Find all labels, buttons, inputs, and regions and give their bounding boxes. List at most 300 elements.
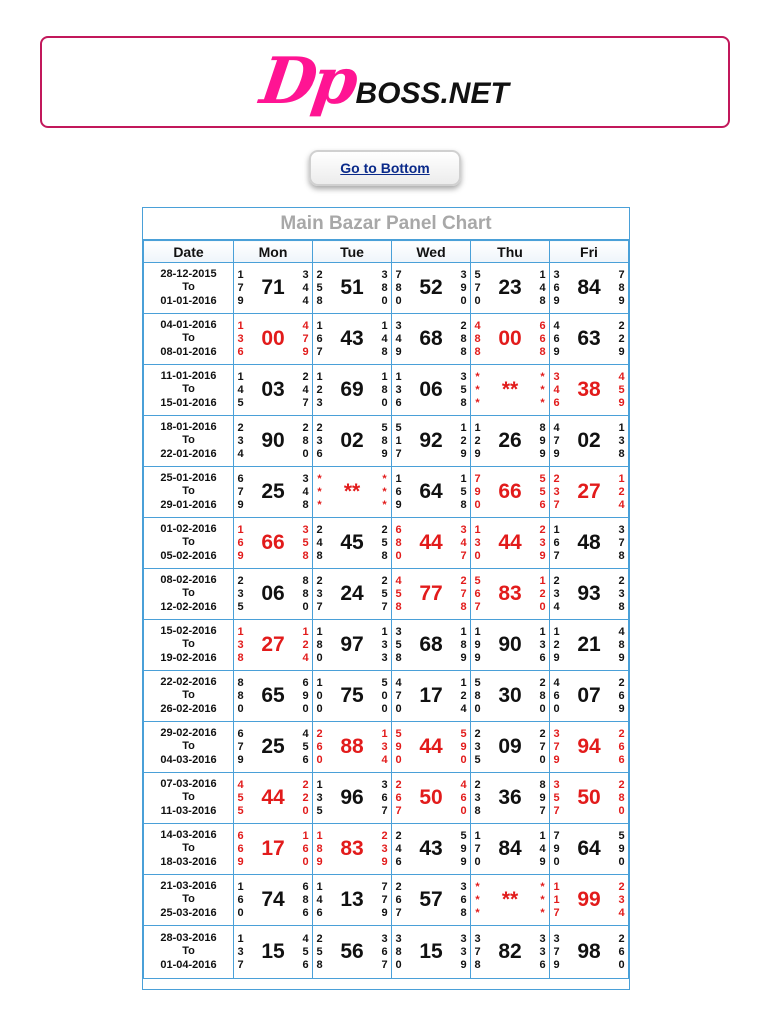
date-line: 04-01-2016 [160, 318, 217, 331]
table-row [144, 773, 629, 824]
jodi-number: 48 [577, 531, 601, 554]
close-panel-digits: 1 3 3 [381, 625, 388, 664]
jodi-number: 26 [498, 429, 522, 452]
column-header-tue: Tue [313, 241, 392, 263]
close-panel-digits: 3 6 7 [381, 778, 388, 817]
panel-cell-thu [471, 314, 550, 365]
logo-dp-text: Dp [255, 44, 359, 119]
panel-cell-tue [313, 875, 392, 926]
jodi-number: 77 [419, 582, 443, 605]
date-line: 11-01-2016 [160, 369, 217, 382]
close-panel-digits: 1 3 4 [381, 727, 388, 766]
close-panel-digits: 2 2 0 [302, 778, 309, 817]
table-row [144, 314, 629, 365]
close-panel-digits: 8 8 0 [302, 574, 309, 613]
open-panel-digits: 1 6 0 [237, 880, 244, 919]
panel-cell-fri [550, 671, 629, 722]
date-line: To [182, 281, 195, 294]
close-panel-digits: 1 3 6 [539, 625, 546, 664]
jodi-number: 68 [419, 327, 443, 350]
jodi-number: 15 [261, 940, 285, 963]
date-cell [144, 365, 234, 416]
panel-cell-wed [392, 467, 471, 518]
panel-cell-wed [392, 773, 471, 824]
jodi-number: 66 [261, 531, 285, 554]
panel-cell-tue [313, 416, 392, 467]
close-panel-digits: 1 2 0 [539, 574, 546, 613]
panel-cell-mon [234, 416, 313, 467]
jodi-number: 38 [577, 378, 601, 401]
jodi-number: 06 [261, 582, 285, 605]
panel-cell-wed [392, 365, 471, 416]
close-panel-digits: 4 7 9 [302, 319, 309, 358]
close-panel-digits: 3 3 9 [460, 932, 467, 971]
panel-cell-tue [313, 365, 392, 416]
jodi-number: 50 [419, 786, 443, 809]
table-row [144, 875, 629, 926]
panel-cell-tue [313, 824, 392, 875]
panel-cell-thu [471, 569, 550, 620]
panel-chart-table [143, 240, 629, 979]
close-panel-digits: 3 4 7 [460, 523, 467, 562]
panel-cell-fri [550, 263, 629, 314]
date-line: 29-02-2016 [160, 726, 217, 739]
close-panel-digits: 1 4 9 [539, 829, 546, 868]
open-panel-digits: 5 9 0 [395, 727, 402, 766]
panel-cell-fri [550, 314, 629, 365]
close-panel-digits: 2 4 7 [302, 370, 309, 409]
date-line: To [182, 332, 195, 345]
open-panel-digits: 1 3 6 [395, 370, 402, 409]
open-panel-digits: 3 4 6 [553, 370, 560, 409]
jodi-number: 50 [577, 786, 601, 809]
close-panel-digits: 8 9 9 [539, 421, 546, 460]
open-panel-digits: 3 7 8 [474, 932, 481, 971]
date-cell [144, 773, 234, 824]
jodi-number: 94 [577, 735, 601, 758]
go-to-bottom-button[interactable] [309, 150, 461, 186]
jodi-number: 84 [577, 276, 601, 299]
close-panel-digits: 3 6 7 [381, 932, 388, 971]
close-panel-digits: * * * [382, 472, 387, 511]
panel-cell-thu [471, 263, 550, 314]
date-cell [144, 875, 234, 926]
date-line: To [182, 893, 195, 906]
panel-cell-mon [234, 365, 313, 416]
open-panel-digits: 3 6 9 [553, 268, 560, 307]
close-panel-digits: 5 9 0 [460, 727, 467, 766]
close-panel-digits: 2 6 6 [618, 727, 625, 766]
table-row [144, 518, 629, 569]
site-logo[interactable] [255, 44, 509, 119]
table-row [144, 824, 629, 875]
panel-cell-tue [313, 314, 392, 365]
close-panel-digits: 3 4 4 [302, 268, 309, 307]
date-line: 12-02-2016 [160, 600, 217, 613]
close-panel-digits: 2 3 4 [618, 880, 625, 919]
close-panel-digits: 1 3 8 [618, 421, 625, 460]
panel-cell-thu [471, 671, 550, 722]
date-line: 26-02-2016 [160, 702, 217, 715]
date-cell [144, 314, 234, 365]
close-panel-digits: * * * [540, 370, 545, 409]
table-row [144, 569, 629, 620]
open-panel-digits: 2 3 7 [553, 472, 560, 511]
jodi-number: 88 [340, 735, 364, 758]
panel-cell-fri [550, 620, 629, 671]
panel-cell-wed [392, 620, 471, 671]
panel-cell-thu [471, 620, 550, 671]
open-panel-digits: 2 4 8 [316, 523, 323, 562]
close-panel-digits: 4 5 9 [618, 370, 625, 409]
open-panel-digits: 4 7 9 [553, 421, 560, 460]
open-panel-digits: * * * [317, 472, 322, 511]
column-header-mon: Mon [234, 241, 313, 263]
open-panel-digits: 2 4 6 [395, 829, 402, 868]
jodi-number: 17 [261, 837, 285, 860]
jodi-number: 21 [577, 633, 601, 656]
close-panel-digits: 1 2 9 [460, 421, 467, 460]
close-panel-digits: 1 2 4 [302, 625, 309, 664]
open-panel-digits: 5 6 7 [474, 574, 481, 613]
close-panel-digits: 2 3 8 [618, 574, 625, 613]
open-panel-digits: 8 8 0 [237, 676, 244, 715]
open-panel-digits: 2 3 8 [474, 778, 481, 817]
open-panel-digits: 2 5 8 [316, 268, 323, 307]
open-panel-digits: * * * [475, 370, 480, 409]
jodi-number: 17 [419, 684, 443, 707]
open-panel-digits: 2 6 0 [316, 727, 323, 766]
date-cell [144, 518, 234, 569]
close-panel-digits: 2 8 0 [618, 778, 625, 817]
panel-cell-fri [550, 467, 629, 518]
jodi-number: 51 [340, 276, 364, 299]
date-cell [144, 722, 234, 773]
jodi-number: 00 [261, 327, 285, 350]
panel-cell-thu [471, 365, 550, 416]
close-panel-digits: 7 7 9 [381, 880, 388, 919]
close-panel-digits: 1 4 8 [539, 268, 546, 307]
date-cell [144, 620, 234, 671]
open-panel-digits: 1 6 7 [316, 319, 323, 358]
jodi-number: 56 [340, 940, 364, 963]
open-panel-digits: 2 3 4 [237, 421, 244, 460]
open-panel-digits: 1 7 0 [474, 829, 481, 868]
close-panel-digits: 2 2 9 [618, 319, 625, 358]
jodi-number: 97 [340, 633, 364, 656]
close-panel-digits: 3 5 8 [460, 370, 467, 409]
close-panel-digits: 1 8 9 [460, 625, 467, 664]
close-panel-digits: 3 4 8 [302, 472, 309, 511]
panel-cell-fri [550, 875, 629, 926]
panel-cell-fri [550, 824, 629, 875]
table-row [144, 926, 629, 979]
open-panel-digits: 1 8 9 [316, 829, 323, 868]
date-line: 25-03-2016 [160, 906, 217, 919]
open-panel-digits: 2 3 5 [474, 727, 481, 766]
panel-cell-wed [392, 671, 471, 722]
close-panel-digits: 6 6 8 [539, 319, 546, 358]
close-panel-digits: 1 2 4 [460, 676, 467, 715]
open-panel-digits: * * * [475, 880, 480, 919]
date-line: 14-03-2016 [160, 828, 217, 841]
date-line: 25-01-2016 [160, 471, 217, 484]
open-panel-digits: 2 6 7 [395, 880, 402, 919]
date-line: 08-02-2016 [160, 573, 217, 586]
date-line: 08-01-2016 [160, 345, 217, 358]
logo-boss-text: BOSS.NET [355, 77, 509, 110]
jodi-number: 02 [340, 429, 364, 452]
panel-cell-thu [471, 824, 550, 875]
jodi-number: 74 [261, 888, 285, 911]
date-line: 15-01-2016 [160, 396, 217, 409]
panel-cell-wed [392, 926, 471, 979]
date-line: To [182, 740, 195, 753]
open-panel-digits: 4 7 0 [395, 676, 402, 715]
close-panel-digits: 6 9 0 [302, 676, 309, 715]
site-header [40, 36, 730, 128]
panel-cell-mon [234, 314, 313, 365]
jodi-number: 00 [498, 327, 522, 350]
jodi-number: 25 [261, 480, 285, 503]
panel-cell-fri [550, 773, 629, 824]
jodi-number: 07 [577, 684, 601, 707]
open-panel-digits: 7 9 0 [553, 829, 560, 868]
close-panel-digits: 5 9 0 [618, 829, 625, 868]
date-line: 05-02-2016 [160, 549, 217, 562]
open-panel-digits: 1 6 9 [237, 523, 244, 562]
panel-cell-thu [471, 875, 550, 926]
date-line: To [182, 536, 195, 549]
date-line: To [182, 485, 195, 498]
panel-cell-tue [313, 263, 392, 314]
date-cell [144, 569, 234, 620]
open-panel-digits: 1 3 6 [237, 319, 244, 358]
date-line: 04-03-2016 [160, 753, 217, 766]
close-panel-digits: 2 3 9 [381, 829, 388, 868]
jodi-number: 02 [577, 429, 601, 452]
table-row [144, 620, 629, 671]
open-panel-digits: 5 1 7 [395, 421, 402, 460]
open-panel-digits: 6 7 9 [237, 727, 244, 766]
jodi-number: 71 [261, 276, 285, 299]
open-panel-digits: 1 2 9 [553, 625, 560, 664]
panel-cell-mon [234, 875, 313, 926]
close-panel-digits: 4 8 9 [618, 625, 625, 664]
jodi-number: 03 [261, 378, 285, 401]
table-header-row [144, 241, 629, 263]
open-panel-digits: 1 2 9 [474, 421, 481, 460]
column-header-fri: Fri [550, 241, 629, 263]
jodi-number: 66 [498, 480, 522, 503]
column-header-thu: Thu [471, 241, 550, 263]
jodi-number: 44 [419, 735, 443, 758]
panel-chart [142, 207, 630, 990]
jodi-number: 63 [577, 327, 601, 350]
panel-cell-wed [392, 263, 471, 314]
open-panel-digits: 6 8 0 [395, 523, 402, 562]
open-panel-digits: 1 1 7 [553, 880, 560, 919]
panel-cell-wed [392, 518, 471, 569]
panel-cell-thu [471, 926, 550, 979]
date-line: To [182, 842, 195, 855]
jodi-number: 27 [261, 633, 285, 656]
open-panel-digits: 1 6 9 [395, 472, 402, 511]
open-panel-digits: 1 4 5 [237, 370, 244, 409]
open-panel-digits: 2 5 8 [316, 932, 323, 971]
open-panel-digits: 4 5 5 [237, 778, 244, 817]
close-panel-digits: 3 5 8 [302, 523, 309, 562]
close-panel-digits: 4 5 6 [302, 727, 309, 766]
jodi-number: ** [501, 888, 519, 911]
jodi-number: 83 [498, 582, 522, 605]
table-row [144, 722, 629, 773]
open-panel-digits: 7 9 0 [474, 472, 481, 511]
jodi-number: 06 [419, 378, 443, 401]
panel-cell-fri [550, 569, 629, 620]
open-panel-digits: 3 5 8 [395, 625, 402, 664]
close-panel-digits: 5 9 9 [460, 829, 467, 868]
panel-cell-tue [313, 569, 392, 620]
close-panel-digits: 3 6 8 [460, 880, 467, 919]
jodi-number: 24 [340, 582, 364, 605]
panel-cell-mon [234, 518, 313, 569]
open-panel-digits: 1 4 6 [316, 880, 323, 919]
date-line: To [182, 638, 195, 651]
panel-cell-mon [234, 773, 313, 824]
date-cell [144, 824, 234, 875]
table-row [144, 467, 629, 518]
open-panel-digits: 1 2 3 [316, 370, 323, 409]
jodi-number: 45 [340, 531, 364, 554]
close-panel-digits: 2 3 9 [539, 523, 546, 562]
date-line: To [182, 434, 195, 447]
jodi-number: 92 [419, 429, 443, 452]
table-row [144, 671, 629, 722]
date-line: 18-03-2016 [160, 855, 217, 868]
jodi-number: 90 [498, 633, 522, 656]
open-panel-digits: 1 3 8 [237, 625, 244, 664]
jodi-number: 43 [419, 837, 443, 860]
panel-cell-mon [234, 620, 313, 671]
date-cell [144, 416, 234, 467]
jodi-number: 64 [419, 480, 443, 503]
open-panel-digits: 1 3 5 [316, 778, 323, 817]
jodi-number: 83 [340, 837, 364, 860]
jodi-number: 65 [261, 684, 285, 707]
jodi-number: 44 [419, 531, 443, 554]
open-panel-digits: 1 7 9 [237, 268, 244, 307]
close-panel-digits: 5 0 0 [381, 676, 388, 715]
close-panel-digits: 4 5 6 [302, 932, 309, 971]
date-cell [144, 926, 234, 979]
close-panel-digits: 3 3 6 [539, 932, 546, 971]
open-panel-digits: 3 7 9 [553, 727, 560, 766]
jodi-number: 09 [498, 735, 522, 758]
jodi-number: 23 [498, 276, 522, 299]
close-panel-digits: * * * [540, 880, 545, 919]
panel-cell-wed [392, 416, 471, 467]
open-panel-digits: 2 6 7 [395, 778, 402, 817]
date-line: To [182, 945, 195, 958]
jodi-number: 75 [340, 684, 364, 707]
open-panel-digits: 5 8 0 [474, 676, 481, 715]
jodi-number: 15 [419, 940, 443, 963]
jodi-number: 52 [419, 276, 443, 299]
panel-cell-tue [313, 467, 392, 518]
jodi-number: 93 [577, 582, 601, 605]
panel-cell-mon [234, 467, 313, 518]
panel-cell-wed [392, 569, 471, 620]
panel-cell-fri [550, 518, 629, 569]
date-cell [144, 671, 234, 722]
panel-cell-wed [392, 722, 471, 773]
jodi-number: 13 [340, 888, 364, 911]
panel-cell-fri [550, 926, 629, 979]
open-panel-digits: 6 6 9 [237, 829, 244, 868]
close-panel-digits: 2 6 9 [618, 676, 625, 715]
jodi-number: 90 [261, 429, 285, 452]
close-panel-digits: 5 8 9 [381, 421, 388, 460]
date-cell [144, 263, 234, 314]
close-panel-digits: 5 5 6 [539, 472, 546, 511]
panel-cell-thu [471, 416, 550, 467]
panel-cell-mon [234, 671, 313, 722]
table-row [144, 365, 629, 416]
close-panel-digits: 3 8 0 [381, 268, 388, 307]
table-row [144, 263, 629, 314]
date-line: 29-01-2016 [160, 498, 217, 511]
open-panel-digits: 7 8 0 [395, 268, 402, 307]
date-line: 07-03-2016 [160, 777, 217, 790]
panel-cell-mon [234, 926, 313, 979]
jodi-number: 96 [340, 786, 364, 809]
close-panel-digits: 2 8 8 [460, 319, 467, 358]
close-panel-digits: 1 5 8 [460, 472, 467, 511]
close-panel-digits: 2 7 8 [460, 574, 467, 613]
date-line: 15-02-2016 [160, 624, 217, 637]
panel-cell-mon [234, 263, 313, 314]
close-panel-digits: 1 2 4 [618, 472, 625, 511]
jodi-number: 64 [577, 837, 601, 860]
close-panel-digits: 2 8 0 [302, 421, 309, 460]
panel-cell-wed [392, 875, 471, 926]
date-line: 22-02-2016 [160, 675, 217, 688]
date-cell [144, 467, 234, 518]
panel-cell-tue [313, 722, 392, 773]
open-panel-digits: 1 8 0 [316, 625, 323, 664]
panel-cell-wed [392, 314, 471, 365]
close-panel-digits: 7 8 9 [618, 268, 625, 307]
open-panel-digits: 5 7 0 [474, 268, 481, 307]
open-panel-digits: 4 6 0 [553, 676, 560, 715]
jodi-number: 69 [340, 378, 364, 401]
jodi-number: ** [343, 480, 361, 503]
jodi-number: 30 [498, 684, 522, 707]
date-line: 21-03-2016 [160, 879, 217, 892]
panel-cell-tue [313, 620, 392, 671]
date-line: 22-01-2016 [160, 447, 217, 460]
close-panel-digits: 6 8 6 [302, 880, 309, 919]
close-panel-digits: 1 4 8 [381, 319, 388, 358]
date-line: 01-01-2016 [160, 294, 217, 307]
close-panel-digits: 1 6 0 [302, 829, 309, 868]
panel-cell-mon [234, 569, 313, 620]
open-panel-digits: 2 3 6 [316, 421, 323, 460]
close-panel-digits: 3 7 8 [618, 523, 625, 562]
panel-cell-fri [550, 365, 629, 416]
date-line: 18-01-2016 [160, 420, 217, 433]
